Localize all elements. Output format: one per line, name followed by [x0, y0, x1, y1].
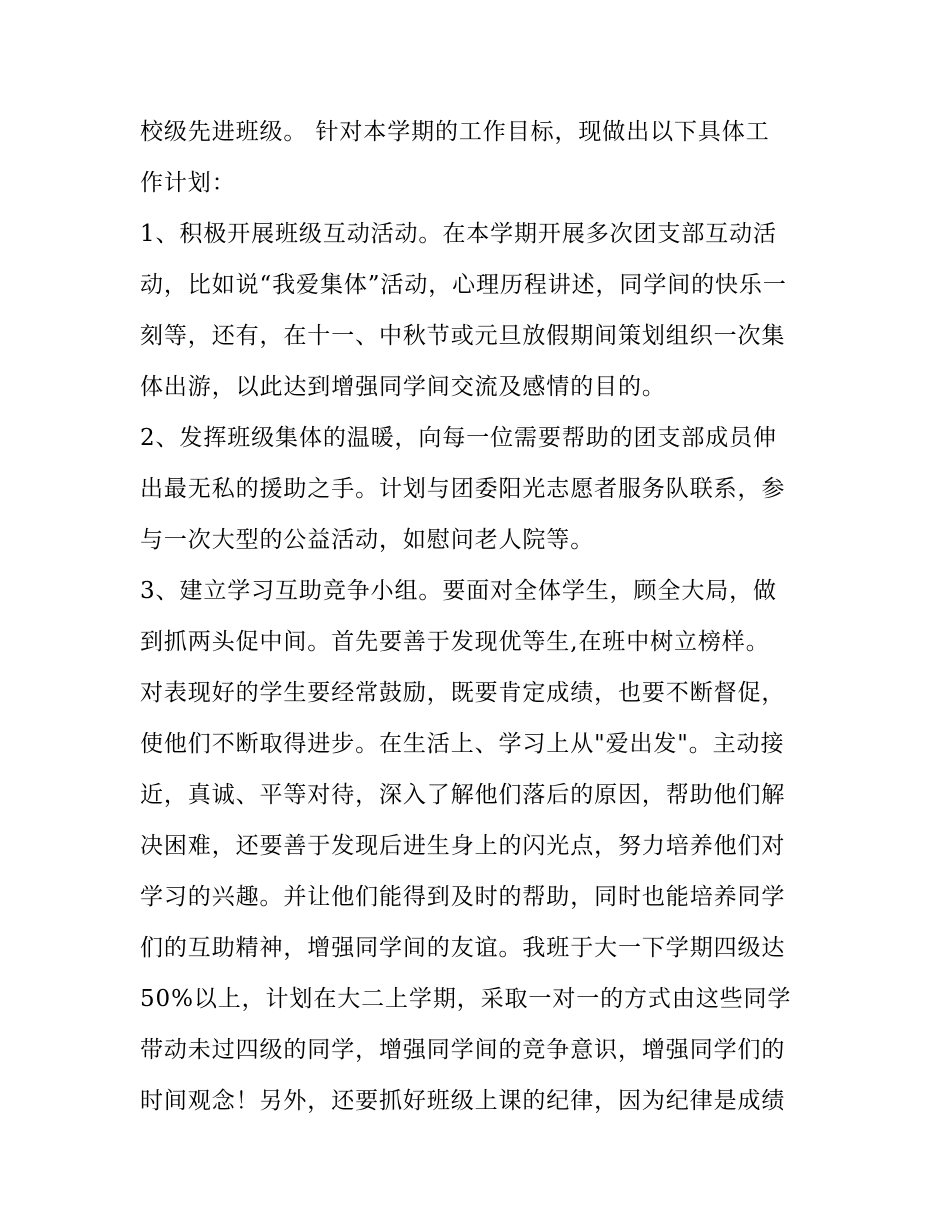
- text-line: 使他们不断取得进步。在生活上、学习上从"爱出发"。主动接: [140, 731, 785, 757]
- text-line: 校级先进班级。 针对本学期的工作目标，现做出以下具体工: [140, 119, 770, 145]
- text-line: 刻等，还有，在十一、中秋节或元旦放假期间策划组织一次集: [140, 323, 786, 349]
- text-line: 们的互助精神，增强同学间的友谊。我班于大一下学期四级达: [140, 935, 786, 961]
- text-line: 3、建立学习互助竞争小组。要面对全体学生，顾全大局，做: [140, 578, 777, 604]
- text-line: 带动未过四级的同学，增强同学间的竞争意识，增强同学们的: [140, 1037, 786, 1063]
- text-line: 作计划：: [140, 170, 236, 196]
- text-line: 时间观念！另外，还要抓好班级上课的纪律，因为纪律是成绩: [140, 1088, 786, 1114]
- text-line: 学习的兴趣。并让他们能得到及时的帮助，同时也能培养同学: [140, 884, 786, 910]
- text-line: 出最无私的援助之手。计划与团委阳光志愿者服务队联系，参: [140, 476, 786, 502]
- text-line: 2、发挥班级集体的温暖，向每一位需要帮助的团支部成员伸: [140, 425, 777, 451]
- text-line: 到抓两头促中间。首先要善于发现优等生,在班中树立榜样。: [140, 629, 770, 655]
- text-line: 对表现好的学生要经常鼓励，既要肯定成绩，也要不断督促，: [140, 680, 786, 706]
- document-body: [140, 107, 820, 1127]
- text-line: 近，真诚、平等对待，深入了解他们落后的原因，帮助他们解: [140, 782, 786, 808]
- text-line: 决困难，还要善于发现后进生身上的闪光点，努力培养他们对: [140, 833, 786, 859]
- text-line: 与一次大型的公益活动，如慰问老人院等。: [140, 527, 595, 553]
- text-line: 50%以上，计划在大二上学期，采取一对一的方式由这些同学: [140, 986, 792, 1012]
- text-line: 1、积极开展班级互动活动。在本学期开展多次团支部互动活: [140, 221, 777, 247]
- text-line: 体出游，以此达到增强同学间交流及感情的目的。: [140, 374, 666, 400]
- text-line: 动，比如说“我爱集体”活动，心理历程讲述，同学间的快乐一: [140, 272, 787, 298]
